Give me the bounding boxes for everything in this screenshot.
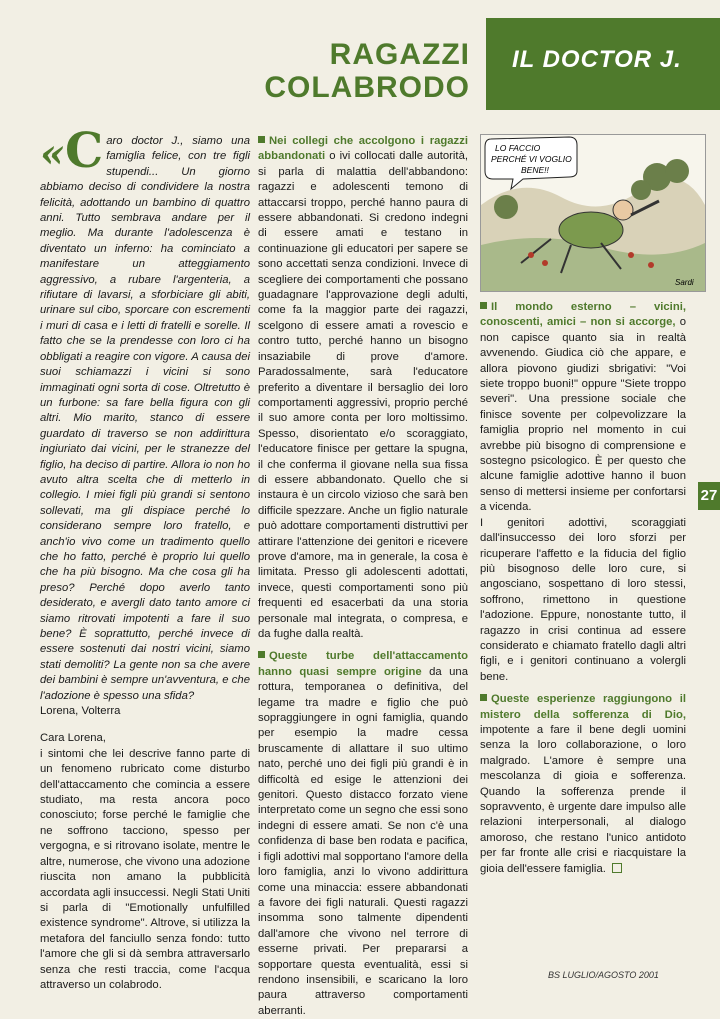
reply-section-3: Queste turbe dell'attaccamento hanno quasi sempre origine da una rottura, temporanea o definitiva, del legame tra madre e figlio che può sopraggiungere in ogni famiglia, quando per esempio la madre cessa bruscamente di allattare il suo ultimo nato, perché uno dei figli più grandi è in difficoltà ed esige le attenzioni dei genitori. Questo distacco forzato viene interpretato come un segno che essi sono indegni di essere amati. Se non c'è una confidenza di base ben rodata e pacifica, i figli adottivi mal sopportano l'amore della loro famiglia, anzi lo vivono addirittura come una minaccia: essere abbandonati a favore dei figli naturali. Questi ragazzi insomma sono talmente dipendenti dall'amore che vivono nel terrore di esserne privati. Per prepararsi a sopportare questa eventualità, essi si rendono insensibili, e scaricano la loro paura attraverso comportamenti aberranti.: [258, 650, 468, 1017]
reply-section-2: Nei collegi che accolgono i ragazzi abbandonati o ivi collocati dalle autorità, si parla di malattia dell'abbandono: ragazzi e adolescenti temono di attaccarsi troppo, perché hanno paura di essere abbandonati. Si credono indegni di essere amati e testano in continuazione gli educatori per sapere se sono accettati senza condizioni. Invece di scegliere dei comportamenti che possano guadagnare l'approvazione degli adulti, come fa la maggior parte dei ragazzi, scelgono di essere amati a rovescio e contro tutto, perché hanno un bisogno insaziabile di prove d'amore. Paradossalmente, sarà l'educatore preferito a diventare il bersaglio dei loro comportamenti aggressivi, proprio perché il suo amore conta per loro moltissimo. Spesso, disorientato e/o scoraggiato, l'educatore finisce per gettare la spugna, il che conferma il giovane nella sua fissa di essere abbandonato. Quello che si instaura è un circolo vizioso che sarà ben difficile spezzare. Anche un figlio naturale può adottare comportamenti distruttivi per attirare l'attenzione dei genitori e ricevere prove d'amore, ma in generale, la cosa è limitata. Presso gli adolescenti adottati, invece, questi comportamenti sono più frequenti ed esacerbati da una storia personale mal integrata, o compresa, e da fughe dalla realtà.: [258, 135, 468, 640]
reader-letter: [40, 123, 250, 719]
cartoon-drawing: [481, 135, 705, 291]
reply-paragraph-1: i sintomi che lei descrive fanno parte di un fenomeno rubricato come disturbo dell'attaccamento che comincia a essere studiato, ma resta ancora poco conosciuto; forse perché le famiglie che ne soffrono tacciono, spesso per vergogna, e si ritrovano isolate, mentre le altre, numerose, che vivono una adozione riuscita non amano la pubblicità accordata agli insuccessi. Negli Stati Uniti si parla di "Emotionally unfulfilled existence syndrome". Altrove, si utilizza la metafora del fanciullo senza fondo: tutto l'amore che gli si dà sembra attraversarlo senza che resti traccia, come l'acqua attraverso un colabrodo.: [40, 747, 250, 991]
end-mark-icon: [612, 863, 622, 873]
section-bullet: [480, 694, 487, 701]
letter-text: aro doctor J., siamo una famiglia felice, con tre figli stupendi... Un giorno abbiamo deciso di condividere la nostra felicità, adottando un bambino di quattro anni. Tutto sembrava andare per il meglio. Ma durante l'adolescenza è diventato un inferno: ha cominciato a manifestare un atteggiamento aggressivo, a rubare l'argenteria, a rifiutare di lavarsi, a sforbiciare gli abiti, urinare sul cibo, sporcare con escrementi i muri di casa e i letti di fratelli e sorelle. Il fatto che se la prendesse con loro ci ha obbligati a reagire con vigore. A causa dei suoi schiamazzi i vicini si sono immaginati ogni sorta di cose. Oltretutto è un furbone: sa fare bella figura con gli altri. Mio marito, stanco di essere guardato di traverso se non addirittura ingiuriato dai vicini, per le stranezze del figlio, ha deciso di partire. Allora io non ho avuto altra scelta che di metterlo in collegio. I miei figli più grandi si sentono sollevati, ma gli dispiace perché lo considerano sempre loro fratello, e anch'io vivo come un tradimento quello che ho fatto, perché è proprio lui quello che ha più bisogno. Ma che cosa gli ha preso? Perché dopo averlo tanto desiderato, e avergli dato tanto amore ci siamo ritrovati impotenti a fare il suo bene? È soprattutto, perché invece di essere sostenuti dai nostri vicini, siamo stati demoliti? La gente non sa che avere dei bambini è sempre un'avventura, e che l'adozione è spesso una sfida?: [40, 135, 250, 702]
column-3: [480, 300, 686, 877]
title-line-1: RAGAZZI: [329, 38, 470, 71]
cartoon-caption-line-1: LO FACCIO: [495, 143, 541, 153]
reply-section-6: Queste esperienze raggiungono il mistero della sofferenza di Dio, impotente a fare il bene degli uomini senza la loro collaborazione, o loro malgrado. L'amore è sempre una mescolanza di gioia e sofferenza. Quando la sofferenza prende il sopravvento, è urgente dare impulso alle relazioni interpersonali, al dialogo amoroso, che restano l'unico antidoto per far fronte alle crisi e riacquistare la gioia dell'essere famiglia.: [480, 693, 686, 875]
open-quote-mark: «C: [40, 123, 104, 179]
section-bullet: [480, 302, 487, 309]
column-name: IL DOCTOR J.: [512, 46, 682, 73]
reply-salutation: Cara Lorena,: [40, 732, 106, 745]
cartoon-signature: Sardi: [675, 278, 694, 287]
column-2: [258, 134, 468, 1019]
column-header: [486, 18, 720, 110]
cartoon-caption-line-3: BENE!!: [521, 165, 549, 175]
cartoon-illustration: [480, 134, 706, 292]
cartoon-caption-line-2: PERCHÉ VI VOGLIO: [491, 154, 572, 164]
column-1: [40, 123, 250, 993]
section-bullet: [258, 651, 265, 658]
reply-paragraph-5: I genitori adottivi, scoraggiati dall'insuccesso dei loro sforzi per ricuperare l'affetto e la fiducia del figlio più bisognoso delle loro cure, si angosciano, sospettano di loro stessi, soffrono, rimettono in questione l'adozione. Eppure, nonostante tutto, il ragazzo in crisi continua ad essere considerato e chiamato fratello dagli altri figli, e i genitori continuano a volergli bene.: [480, 516, 686, 683]
section-bullet: [258, 136, 265, 143]
page-footer: BS LUGLIO/AGOSTO 2001: [548, 970, 659, 980]
title-line-2: COLABRODO: [264, 71, 470, 104]
letter-signature: Lorena, Volterra: [40, 705, 121, 718]
reply-section-4: Il mondo esterno – vicini, conoscenti, amici – non si accorge, o non capisce quanto sia in realtà avvenendo. Giudica ciò che appare, e allora piovono giudizi sbrigativi: "Voi siete troppo buoni!" oppure "Siete troppo severi". Una pressione sociale che finisce sovente per colpevolizzare la famiglia proprio nel momento in cui avrebbe più bisogno di comprensione e sostegno psicologico. È per questo che alcune famiglie adottive hanno il buon senso di mettersi insieme per confortarsi a vicenda.: [480, 301, 686, 514]
page-number-tab: 27: [698, 482, 720, 510]
article-title: [240, 38, 470, 104]
